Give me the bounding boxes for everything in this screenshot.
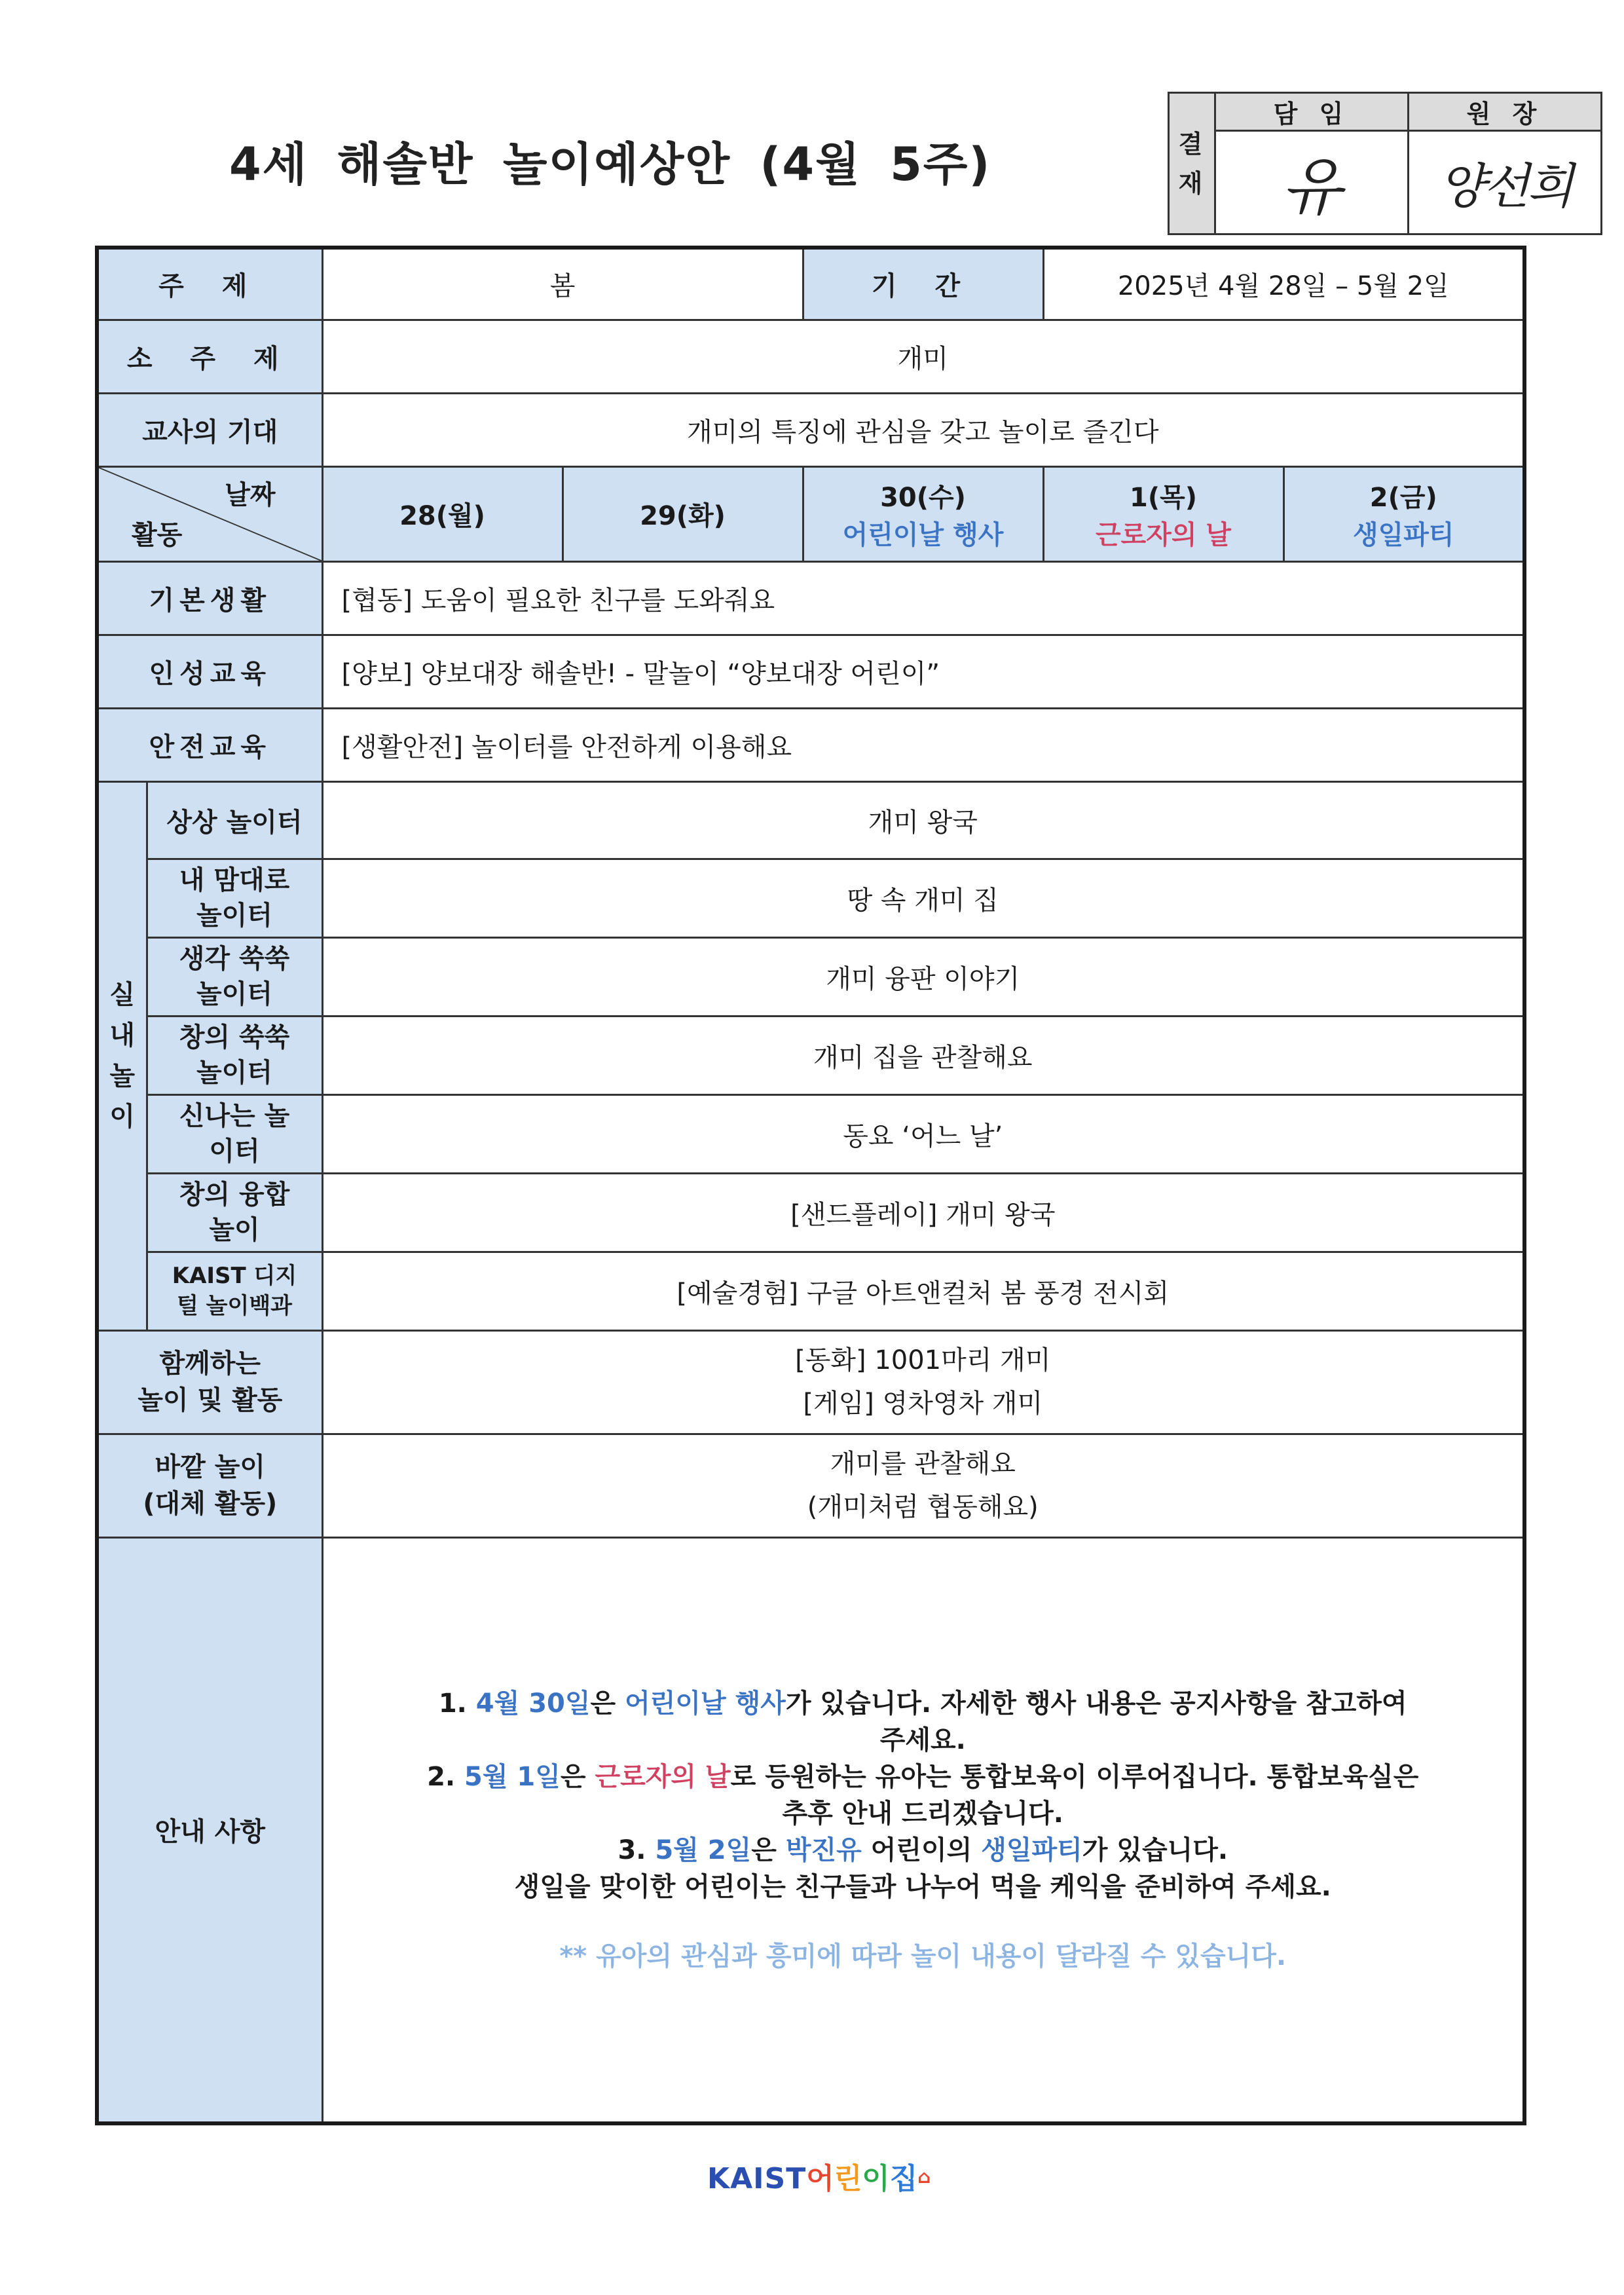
indoor-name: KAIST 디지털 놀이백과 xyxy=(147,1252,322,1330)
indoor-value: 개미 융판 이야기 xyxy=(322,937,1524,1016)
notice-1-c: 주세요. xyxy=(879,1725,966,1755)
day-tue-label: 29(화) xyxy=(640,501,726,531)
approval-header-director: 원 장 xyxy=(1409,93,1602,131)
character-label: 인성교육 xyxy=(97,635,322,708)
day-thu-label: 1(목) xyxy=(1129,482,1198,513)
safety-value: [생활안전] 놀이터를 안전하게 이용해요 xyxy=(322,708,1524,781)
notice-label: 안내 사항 xyxy=(97,1537,322,2123)
indoor-label xyxy=(97,781,147,1330)
notice-item-3 xyxy=(330,1832,1517,1905)
together-line-2: [게임] 영차영차 개미 xyxy=(803,1389,1043,1419)
notice-1-event: 어린이날 행사 xyxy=(625,1688,786,1719)
indoor-row xyxy=(97,781,1524,859)
notice-2-b: 로 등원하는 유아는 통합보육이 이루어집니다. 통합보육실은 xyxy=(730,1761,1419,1792)
expect-value: 개미의 특징에 관심을 갖고 놀이로 즐긴다 xyxy=(322,393,1524,466)
logo-char-3: 이 xyxy=(862,2162,890,2195)
expect-label: 교사의 기대 xyxy=(97,393,322,466)
outdoor-row xyxy=(97,1434,1524,1537)
basic-life-value: [협동] 도움이 필요한 친구를 도와줘요 xyxy=(322,561,1524,635)
day-thu xyxy=(1043,466,1283,561)
indoor-name: 내 맘대로 놀이터 xyxy=(147,859,322,937)
approval-header-teacher: 담 임 xyxy=(1215,93,1409,131)
day-mon xyxy=(322,466,563,561)
indoor-label-text: 실내놀이 xyxy=(109,980,136,1132)
notice-3-c: 가 있습니다. xyxy=(1082,1835,1228,1865)
indoor-name: 상상 놀이터 xyxy=(147,781,322,859)
notice-item-1 xyxy=(330,1685,1517,1759)
notice-footnote: ** 유아의 관심과 흥미에 따라 놀이 내용이 달라질 수 있습니다. xyxy=(559,1941,1287,1971)
outdoor-label xyxy=(97,1434,322,1537)
indoor-row xyxy=(97,1094,1524,1173)
outdoor-value xyxy=(322,1434,1524,1537)
notice-1-b: 가 있습니다. 자세한 행사 내용은 공지사항을 참고하여 xyxy=(785,1688,1407,1719)
notice-2-event: 근로자의 날 xyxy=(595,1761,731,1792)
day-fri xyxy=(1283,466,1524,561)
together-value xyxy=(322,1330,1524,1434)
notice-2-a: 은 xyxy=(560,1761,595,1792)
safety-row xyxy=(97,708,1524,781)
indoor-value: 동요 ‘어느 날’ xyxy=(322,1094,1524,1173)
indoor-value: 개미 왕국 xyxy=(322,781,1524,859)
indoor-name: 신나는 놀이터 xyxy=(147,1094,322,1173)
notice-content xyxy=(322,1537,1524,2123)
notice-1-a: 은 xyxy=(590,1688,625,1719)
theme-label: 주 제 xyxy=(97,248,322,320)
together-line-1: [동화] 1001마리 개미 xyxy=(795,1345,1051,1375)
kaist-kindergarten-logo xyxy=(707,2155,931,2197)
teacher-signature-text: 유 xyxy=(1281,151,1342,224)
period-label: 기 간 xyxy=(803,248,1043,320)
approval-side-2: 재 xyxy=(1178,168,1206,198)
day-wed-label: 30(수) xyxy=(880,482,966,513)
notice-3-b: 어린이의 xyxy=(861,1835,982,1865)
day-thu-event: 근로자의 날 xyxy=(1095,519,1232,550)
indoor-value: [예술경험] 구글 아트앤컬처 봄 풍경 전시회 xyxy=(322,1252,1524,1330)
house-icon: ⌂ xyxy=(917,2166,931,2188)
day-fri-label: 2(금) xyxy=(1369,482,1437,513)
indoor-value: 개미 집을 관찰해요 xyxy=(322,1016,1524,1094)
logo-char-4: 집 xyxy=(889,2162,918,2195)
outdoor-line-2: (개미처럼 협동해요) xyxy=(807,1492,1039,1522)
logo-char-1: 어 xyxy=(806,2162,834,2195)
indoor-name: 창의 쑥쑥 놀이터 xyxy=(147,1016,322,1094)
day-wed xyxy=(803,466,1043,561)
day-wed-event: 어린이날 행사 xyxy=(842,519,1004,550)
notice-1-date: 4월 30일 xyxy=(475,1688,591,1719)
approval-side-1: 결 xyxy=(1178,129,1206,159)
indoor-name: 생각 쑥쑥 놀이터 xyxy=(147,937,322,1016)
logo-brand: KAIST xyxy=(707,2162,807,2195)
together-row xyxy=(97,1330,1524,1434)
notice-2-date: 5월 1일 xyxy=(464,1761,561,1792)
indoor-name: 창의 융합 놀이 xyxy=(147,1173,322,1252)
outdoor-label-1: 바깥 놀이 xyxy=(155,1452,265,1482)
days-row xyxy=(97,466,1524,561)
notice-row xyxy=(97,1537,1524,2123)
safety-label: 안전교육 xyxy=(97,708,322,781)
day-fri-event: 생일파티 xyxy=(1352,519,1454,550)
day-tue xyxy=(563,466,803,561)
together-label xyxy=(97,1330,322,1434)
director-signature-text: 양선희 xyxy=(1438,158,1572,215)
page-title: 4세 해솔반 놀이예상안 (4월 5주) xyxy=(229,138,991,191)
character-row xyxy=(97,635,1524,708)
subtheme-label: 소 주 제 xyxy=(97,320,322,393)
period-value: 2025년 4월 28일 – 5월 2일 xyxy=(1043,248,1524,320)
theme-row xyxy=(97,248,1524,320)
together-label-2: 놀이 및 활동 xyxy=(138,1385,283,1415)
approval-side-label xyxy=(1169,93,1215,234)
outdoor-line-1: 개미를 관찰해요 xyxy=(830,1449,1016,1479)
teacher-signature xyxy=(1215,131,1409,234)
notice-1-num: 1. xyxy=(438,1688,476,1719)
notice-3-d: 생일을 맞이한 어린이는 친구들과 나누어 먹을 케익을 준비하여 주세요. xyxy=(514,1871,1331,1902)
theme-value: 봄 xyxy=(322,248,803,320)
approval-box xyxy=(1168,92,1602,235)
notice-3-event: 생일파티 xyxy=(981,1835,1082,1865)
logo-char-2: 린 xyxy=(834,2162,862,2195)
notice-3-num: 3. xyxy=(618,1835,655,1865)
together-label-1: 함께하는 xyxy=(159,1349,261,1379)
director-signature xyxy=(1409,131,1602,234)
notice-3-date: 5월 2일 xyxy=(655,1835,752,1865)
notice-2-c: 추후 안내 드리겠습니다. xyxy=(782,1798,1063,1829)
activity-label: 활동 xyxy=(132,519,183,550)
date-label: 날짜 xyxy=(225,479,276,510)
indoor-value: 땅 속 개미 집 xyxy=(322,859,1524,937)
notice-2-num: 2. xyxy=(427,1761,465,1792)
outdoor-label-2: (대체 활동) xyxy=(143,1489,278,1519)
indoor-row xyxy=(97,1173,1524,1252)
subtheme-row xyxy=(97,320,1524,393)
plan-table xyxy=(95,246,1526,2125)
notice-3-name: 박진유 xyxy=(785,1835,862,1865)
subtheme-value: 개미 xyxy=(322,320,1524,393)
indoor-row xyxy=(97,859,1524,937)
expect-row xyxy=(97,393,1524,466)
indoor-row xyxy=(97,937,1524,1016)
date-activity-header xyxy=(97,466,322,561)
basic-life-label: 기본생활 xyxy=(97,561,322,635)
character-value: [양보] 양보대장 해솔반! - 말놀이 “양보대장 어린이” xyxy=(322,635,1524,708)
notice-3-a: 은 xyxy=(751,1835,786,1865)
indoor-row xyxy=(97,1252,1524,1330)
indoor-row xyxy=(97,1016,1524,1094)
day-mon-label: 28(월) xyxy=(399,501,485,531)
notice-item-2 xyxy=(330,1759,1517,1832)
indoor-value: [샌드플레이] 개미 왕국 xyxy=(322,1173,1524,1252)
basic-life-row xyxy=(97,561,1524,635)
